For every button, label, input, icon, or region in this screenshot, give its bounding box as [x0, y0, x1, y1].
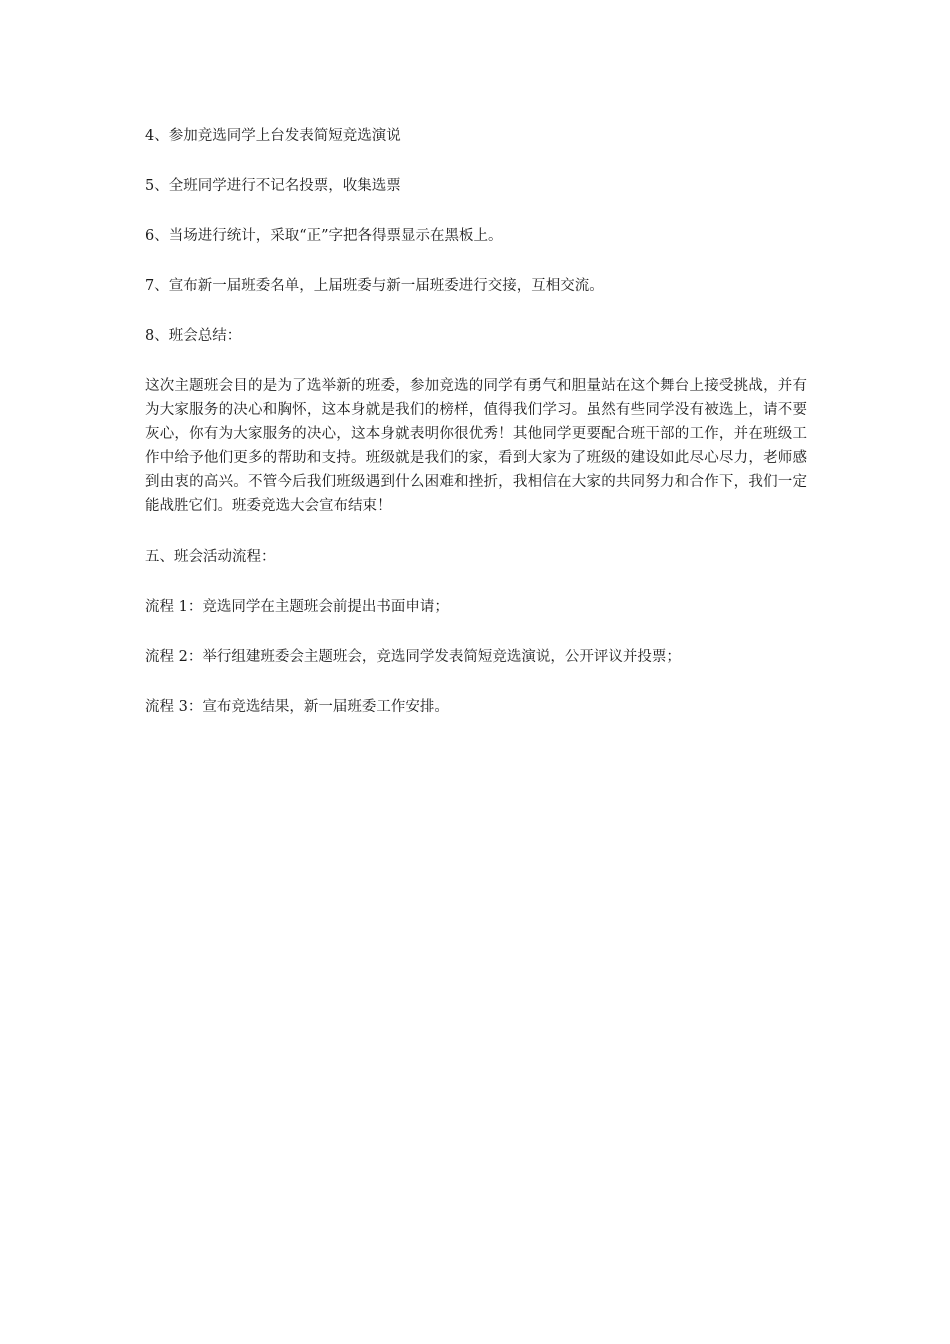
step-4: 4、参加竞选同学上台发表简短竞选演说 [145, 128, 401, 144]
flow-2: 流程 2：举行组建班委会主题班会，竞选同学发表简短竞选演说，公开评议并投票； [145, 649, 681, 665]
step-6: 6、当场进行统计，采取“正”字把各得票显示在黑板上。 [145, 228, 503, 244]
flow-3: 流程 3：宣布竞选结果，新一届班委工作安排。 [145, 699, 449, 715]
section-heading: 五、班会活动流程： [145, 549, 276, 565]
flow-1: 流程 1：竞选同学在主题班会前提出书面申请； [145, 599, 449, 615]
step-8-heading: 8、班会总结： [145, 328, 242, 344]
step-5: 5、全班同学进行不记名投票，收集选票 [145, 178, 401, 194]
step-7: 7、宣布新一届班委名单，上届班委与新一届班委进行交接，互相交流。 [145, 278, 604, 294]
document-body [145, 124, 807, 745]
summary-paragraph: 这次主题班会目的是为了选举新的班委，参加竞选的同学有勇气和胆量站在这个舞台上接受挑战，并有为大家服务的决心和胸怀，这本身就是我们的榜样，值得我们学习。虽然有些同学没有被选上，请不要灰心，你有为大家服务的决心，这本身就表明你很优秀！其他同学更要配合班干部的工作，并在班级工作中给予他们更多的帮助和支持。班级就是我们的家，看到大家为了班级的建设如此尽心尽力，老师感到由衷的高兴。不管今后我们班级遇到什么困难和挫折，我相信在大家的共同努力和合作下，我们一定能战胜它们。班委竞选大会宣布结束！ [145, 378, 807, 514]
